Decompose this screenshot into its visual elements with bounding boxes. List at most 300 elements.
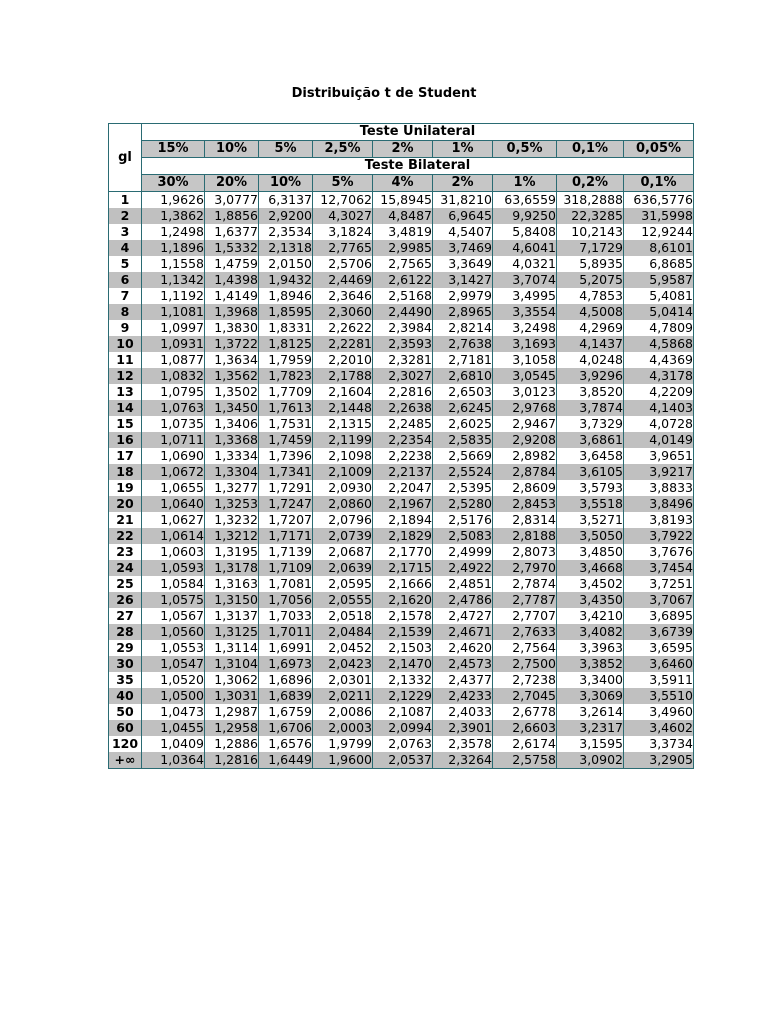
value-cell: 2,3060 bbox=[313, 304, 373, 320]
value-cell: 2,1894 bbox=[373, 512, 433, 528]
value-cell: 1,3253 bbox=[205, 496, 259, 512]
value-cell: 1,1558 bbox=[142, 256, 205, 272]
gl-cell: 24 bbox=[109, 560, 142, 576]
table-row bbox=[109, 592, 694, 608]
gl-cell: 10 bbox=[109, 336, 142, 352]
value-cell: 4,2969 bbox=[557, 320, 624, 336]
gl-cell: 13 bbox=[109, 384, 142, 400]
value-cell: 5,0414 bbox=[624, 304, 694, 320]
value-cell: 2,0211 bbox=[313, 688, 373, 704]
value-cell: 1,0567 bbox=[142, 608, 205, 624]
value-cell: 2,1229 bbox=[373, 688, 433, 704]
value-cell: 2,0639 bbox=[313, 560, 373, 576]
table-row bbox=[109, 416, 694, 432]
value-cell: 2,3534 bbox=[259, 224, 313, 240]
value-cell: 3,5518 bbox=[557, 496, 624, 512]
value-cell: 1,6973 bbox=[259, 656, 313, 672]
value-cell: 1,6377 bbox=[205, 224, 259, 240]
value-cell: 5,8408 bbox=[493, 224, 557, 240]
gl-cell: 23 bbox=[109, 544, 142, 560]
value-cell: 2,7238 bbox=[493, 672, 557, 688]
table-row bbox=[109, 368, 694, 384]
value-cell: 1,0763 bbox=[142, 400, 205, 416]
value-cell: 2,1098 bbox=[313, 448, 373, 464]
value-cell: 1,0640 bbox=[142, 496, 205, 512]
value-cell: 3,6595 bbox=[624, 640, 694, 656]
table-row bbox=[109, 320, 694, 336]
value-cell: 1,7959 bbox=[259, 352, 313, 368]
value-cell: 318,2888 bbox=[557, 192, 624, 209]
value-cell: 2,2047 bbox=[373, 480, 433, 496]
value-cell: 2,4727 bbox=[433, 608, 493, 624]
value-cell: 3,6105 bbox=[557, 464, 624, 480]
value-cell: 1,3406 bbox=[205, 416, 259, 432]
value-cell: 2,0537 bbox=[373, 752, 433, 769]
table-row bbox=[109, 576, 694, 592]
value-cell: 1,7109 bbox=[259, 560, 313, 576]
value-cell: 4,5008 bbox=[557, 304, 624, 320]
table-row bbox=[109, 528, 694, 544]
table-row bbox=[109, 720, 694, 736]
table-row bbox=[109, 336, 694, 352]
value-cell: 6,3137 bbox=[259, 192, 313, 209]
value-cell: 12,7062 bbox=[313, 192, 373, 209]
value-cell: 1,1896 bbox=[142, 240, 205, 256]
bilateral-level-5: 2% bbox=[433, 175, 493, 192]
value-cell: 2,3578 bbox=[433, 736, 493, 752]
value-cell: 2,3027 bbox=[373, 368, 433, 384]
value-cell: 2,4469 bbox=[313, 272, 373, 288]
table-row bbox=[109, 736, 694, 752]
value-cell: 1,7056 bbox=[259, 592, 313, 608]
value-cell: 2,7638 bbox=[433, 336, 493, 352]
value-cell: 1,0455 bbox=[142, 720, 205, 736]
value-cell: 9,9250 bbox=[493, 208, 557, 224]
value-cell: 1,7823 bbox=[259, 368, 313, 384]
value-cell: 2,0484 bbox=[313, 624, 373, 640]
value-cell: 3,1693 bbox=[493, 336, 557, 352]
value-cell: 2,7500 bbox=[493, 656, 557, 672]
value-cell: 3,5050 bbox=[557, 528, 624, 544]
value-cell: 1,3178 bbox=[205, 560, 259, 576]
value-cell: 1,3114 bbox=[205, 640, 259, 656]
value-cell: 1,3163 bbox=[205, 576, 259, 592]
gl-cell: 22 bbox=[109, 528, 142, 544]
unilateral-level-3: 2,5% bbox=[313, 141, 373, 158]
value-cell: 3,2498 bbox=[493, 320, 557, 336]
value-cell: 3,4995 bbox=[493, 288, 557, 304]
value-cell: 1,3368 bbox=[205, 432, 259, 448]
value-cell: 3,6739 bbox=[624, 624, 694, 640]
table-row bbox=[109, 640, 694, 656]
value-cell: 2,4922 bbox=[433, 560, 493, 576]
value-cell: 1,3968 bbox=[205, 304, 259, 320]
table-row bbox=[109, 208, 694, 224]
value-cell: 2,7970 bbox=[493, 560, 557, 576]
gl-cell: 16 bbox=[109, 432, 142, 448]
value-cell: 1,4398 bbox=[205, 272, 259, 288]
value-cell: 4,7853 bbox=[557, 288, 624, 304]
value-cell: 2,0518 bbox=[313, 608, 373, 624]
gl-cell: 21 bbox=[109, 512, 142, 528]
bilateral-level-2: 10% bbox=[259, 175, 313, 192]
value-cell: 2,4671 bbox=[433, 624, 493, 640]
value-cell: 3,6458 bbox=[557, 448, 624, 464]
value-cell: 1,3195 bbox=[205, 544, 259, 560]
table-row bbox=[109, 704, 694, 720]
value-cell: 2,0150 bbox=[259, 256, 313, 272]
table-row bbox=[109, 560, 694, 576]
value-cell: 2,9979 bbox=[433, 288, 493, 304]
value-cell: 1,3862 bbox=[142, 208, 205, 224]
value-cell: 1,0473 bbox=[142, 704, 205, 720]
value-cell: 3,1058 bbox=[493, 352, 557, 368]
value-cell: 1,7247 bbox=[259, 496, 313, 512]
value-cell: 4,3178 bbox=[624, 368, 694, 384]
value-cell: 2,1539 bbox=[373, 624, 433, 640]
value-cell: 1,7396 bbox=[259, 448, 313, 464]
value-cell: 2,2354 bbox=[373, 432, 433, 448]
gl-cell: 12 bbox=[109, 368, 142, 384]
value-cell: 1,3304 bbox=[205, 464, 259, 480]
bilateral-level-7: 0,2% bbox=[557, 175, 624, 192]
value-cell: 2,8784 bbox=[493, 464, 557, 480]
value-cell: 1,1081 bbox=[142, 304, 205, 320]
value-cell: 2,1578 bbox=[373, 608, 433, 624]
bilateral-level-0: 30% bbox=[142, 175, 205, 192]
value-cell: 2,1715 bbox=[373, 560, 433, 576]
table-row bbox=[109, 432, 694, 448]
value-cell: 2,1967 bbox=[373, 496, 433, 512]
value-cell: 1,7459 bbox=[259, 432, 313, 448]
value-cell: 1,7207 bbox=[259, 512, 313, 528]
value-cell: 2,5706 bbox=[313, 256, 373, 272]
value-cell: 2,1666 bbox=[373, 576, 433, 592]
value-cell: 1,6576 bbox=[259, 736, 313, 752]
unilateral-level-2: 5% bbox=[259, 141, 313, 158]
value-cell: 1,6839 bbox=[259, 688, 313, 704]
value-cell: 1,0584 bbox=[142, 576, 205, 592]
table-row bbox=[109, 256, 694, 272]
value-cell: 1,3104 bbox=[205, 656, 259, 672]
value-cell: 1,0997 bbox=[142, 320, 205, 336]
gl-header: gl bbox=[109, 124, 142, 192]
value-cell: 2,1604 bbox=[313, 384, 373, 400]
table-row bbox=[109, 688, 694, 704]
value-cell: 1,3062 bbox=[205, 672, 259, 688]
table-row bbox=[109, 352, 694, 368]
value-cell: 1,0409 bbox=[142, 736, 205, 752]
value-cell: 2,4851 bbox=[433, 576, 493, 592]
value-cell: 3,9651 bbox=[624, 448, 694, 464]
value-cell: 3,9217 bbox=[624, 464, 694, 480]
value-cell: 2,7787 bbox=[493, 592, 557, 608]
value-cell: 1,2816 bbox=[205, 752, 259, 769]
value-cell: 2,6122 bbox=[373, 272, 433, 288]
value-cell: 1,3277 bbox=[205, 480, 259, 496]
table-row bbox=[109, 656, 694, 672]
value-cell: 6,8685 bbox=[624, 256, 694, 272]
value-cell: 4,2209 bbox=[624, 384, 694, 400]
value-cell: 2,3901 bbox=[433, 720, 493, 736]
value-cell: 1,7011 bbox=[259, 624, 313, 640]
value-cell: 1,3562 bbox=[205, 368, 259, 384]
value-cell: 2,4573 bbox=[433, 656, 493, 672]
value-cell: 2,7565 bbox=[373, 256, 433, 272]
value-cell: 1,0931 bbox=[142, 336, 205, 352]
value-cell: 2,5168 bbox=[373, 288, 433, 304]
value-cell: 2,1332 bbox=[373, 672, 433, 688]
value-cell: 2,0687 bbox=[313, 544, 373, 560]
value-cell: 2,3646 bbox=[313, 288, 373, 304]
value-cell: 2,1315 bbox=[313, 416, 373, 432]
value-cell: 2,9208 bbox=[493, 432, 557, 448]
value-cell: 1,5332 bbox=[205, 240, 259, 256]
value-cell: 3,6460 bbox=[624, 656, 694, 672]
gl-cell: 35 bbox=[109, 672, 142, 688]
unilateral-header: Teste Unilateral bbox=[142, 124, 694, 141]
document-title: Distribuição t de Student bbox=[291, 86, 477, 101]
value-cell: 6,9645 bbox=[433, 208, 493, 224]
value-cell: 1,6991 bbox=[259, 640, 313, 656]
value-cell: 1,7341 bbox=[259, 464, 313, 480]
value-cell: 2,1199 bbox=[313, 432, 373, 448]
value-cell: 3,7454 bbox=[624, 560, 694, 576]
value-cell: 3,7469 bbox=[433, 240, 493, 256]
value-cell: 2,1087 bbox=[373, 704, 433, 720]
value-cell: 2,7045 bbox=[493, 688, 557, 704]
unilateral-level-0: 15% bbox=[142, 141, 205, 158]
value-cell: 3,3852 bbox=[557, 656, 624, 672]
gl-cell: 30 bbox=[109, 656, 142, 672]
gl-cell: 17 bbox=[109, 448, 142, 464]
value-cell: 2,6245 bbox=[433, 400, 493, 416]
value-cell: 3,5911 bbox=[624, 672, 694, 688]
gl-cell: 15 bbox=[109, 416, 142, 432]
value-cell: 2,2622 bbox=[313, 320, 373, 336]
value-cell: 2,7633 bbox=[493, 624, 557, 640]
value-cell: 1,1342 bbox=[142, 272, 205, 288]
value-cell: 2,0555 bbox=[313, 592, 373, 608]
table-row bbox=[109, 496, 694, 512]
unilateral-level-4: 2% bbox=[373, 141, 433, 158]
value-cell: 2,1503 bbox=[373, 640, 433, 656]
table-row bbox=[109, 288, 694, 304]
value-cell: 2,8965 bbox=[433, 304, 493, 320]
value-cell: 2,6025 bbox=[433, 416, 493, 432]
gl-cell: 11 bbox=[109, 352, 142, 368]
value-cell: 3,4350 bbox=[557, 592, 624, 608]
value-cell: 2,0994 bbox=[373, 720, 433, 736]
value-cell: 3,8193 bbox=[624, 512, 694, 528]
value-cell: 2,7765 bbox=[313, 240, 373, 256]
value-cell: 4,0149 bbox=[624, 432, 694, 448]
value-cell: 2,0930 bbox=[313, 480, 373, 496]
value-cell: 1,0735 bbox=[142, 416, 205, 432]
value-cell: 3,3400 bbox=[557, 672, 624, 688]
value-cell: 2,3281 bbox=[373, 352, 433, 368]
value-cell: 2,8982 bbox=[493, 448, 557, 464]
gl-cell: 18 bbox=[109, 464, 142, 480]
gl-cell: 19 bbox=[109, 480, 142, 496]
value-cell: 1,8125 bbox=[259, 336, 313, 352]
gl-cell: 40 bbox=[109, 688, 142, 704]
value-cell: 3,8496 bbox=[624, 496, 694, 512]
value-cell: 3,0902 bbox=[557, 752, 624, 769]
bilateral-levels-row bbox=[109, 175, 694, 192]
value-cell: 1,2958 bbox=[205, 720, 259, 736]
bilateral-header: Teste Bilateral bbox=[142, 158, 694, 175]
value-cell: 3,5793 bbox=[557, 480, 624, 496]
value-cell: 3,3734 bbox=[624, 736, 694, 752]
value-cell: 1,3830 bbox=[205, 320, 259, 336]
value-cell: 3,1427 bbox=[433, 272, 493, 288]
value-cell: 3,4502 bbox=[557, 576, 624, 592]
gl-cell: 25 bbox=[109, 576, 142, 592]
gl-cell: 20 bbox=[109, 496, 142, 512]
value-cell: 3,1595 bbox=[557, 736, 624, 752]
value-cell: 2,6174 bbox=[493, 736, 557, 752]
value-cell: 1,0711 bbox=[142, 432, 205, 448]
value-cell: 2,9985 bbox=[373, 240, 433, 256]
value-cell: 1,1192 bbox=[142, 288, 205, 304]
gl-cell: 14 bbox=[109, 400, 142, 416]
table-body bbox=[109, 192, 694, 769]
value-cell: 1,0547 bbox=[142, 656, 205, 672]
value-cell: 3,0777 bbox=[205, 192, 259, 209]
value-cell: 15,8945 bbox=[373, 192, 433, 209]
value-cell: 1,7033 bbox=[259, 608, 313, 624]
value-cell: 1,0520 bbox=[142, 672, 205, 688]
value-cell: 31,5998 bbox=[624, 208, 694, 224]
value-cell: 3,7922 bbox=[624, 528, 694, 544]
value-cell: 2,4233 bbox=[433, 688, 493, 704]
value-cell: 2,5669 bbox=[433, 448, 493, 464]
value-cell: 1,0877 bbox=[142, 352, 205, 368]
value-cell: 3,3069 bbox=[557, 688, 624, 704]
value-cell: 4,5868 bbox=[624, 336, 694, 352]
value-cell: 2,3593 bbox=[373, 336, 433, 352]
table-row bbox=[109, 464, 694, 480]
value-cell: 10,2143 bbox=[557, 224, 624, 240]
value-cell: 4,7809 bbox=[624, 320, 694, 336]
value-cell: 2,9200 bbox=[259, 208, 313, 224]
value-cell: 3,5271 bbox=[557, 512, 624, 528]
value-cell: 1,3722 bbox=[205, 336, 259, 352]
value-cell: 5,9587 bbox=[624, 272, 694, 288]
value-cell: 2,8314 bbox=[493, 512, 557, 528]
value-cell: 4,8487 bbox=[373, 208, 433, 224]
value-cell: 2,4033 bbox=[433, 704, 493, 720]
value-cell: 1,0655 bbox=[142, 480, 205, 496]
gl-cell: 28 bbox=[109, 624, 142, 640]
gl-cell: 4 bbox=[109, 240, 142, 256]
value-cell: 1,8331 bbox=[259, 320, 313, 336]
value-cell: 1,3031 bbox=[205, 688, 259, 704]
value-cell: 2,4620 bbox=[433, 640, 493, 656]
value-cell: 1,7081 bbox=[259, 576, 313, 592]
value-cell: 2,8188 bbox=[493, 528, 557, 544]
value-cell: 63,6559 bbox=[493, 192, 557, 209]
value-cell: 1,9432 bbox=[259, 272, 313, 288]
value-cell: 2,2238 bbox=[373, 448, 433, 464]
value-cell: 4,4369 bbox=[624, 352, 694, 368]
value-cell: 1,0672 bbox=[142, 464, 205, 480]
value-cell: 1,0603 bbox=[142, 544, 205, 560]
value-cell: 1,0832 bbox=[142, 368, 205, 384]
value-cell: 4,0321 bbox=[493, 256, 557, 272]
value-cell: 2,7181 bbox=[433, 352, 493, 368]
value-cell: 1,0500 bbox=[142, 688, 205, 704]
table-row bbox=[109, 608, 694, 624]
value-cell: 2,1829 bbox=[373, 528, 433, 544]
value-cell: 2,0452 bbox=[313, 640, 373, 656]
value-cell: 1,3125 bbox=[205, 624, 259, 640]
value-cell: 2,1448 bbox=[313, 400, 373, 416]
value-cell: 3,4819 bbox=[373, 224, 433, 240]
unilateral-level-5: 1% bbox=[433, 141, 493, 158]
value-cell: 8,6101 bbox=[624, 240, 694, 256]
value-cell: 3,2317 bbox=[557, 720, 624, 736]
value-cell: 2,8073 bbox=[493, 544, 557, 560]
gl-cell: 3 bbox=[109, 224, 142, 240]
value-cell: 1,3334 bbox=[205, 448, 259, 464]
value-cell: 31,8210 bbox=[433, 192, 493, 209]
value-cell: 2,2281 bbox=[313, 336, 373, 352]
value-cell: 2,1318 bbox=[259, 240, 313, 256]
value-cell: 2,4999 bbox=[433, 544, 493, 560]
value-cell: 3,2614 bbox=[557, 704, 624, 720]
table-row bbox=[109, 512, 694, 528]
value-cell: 2,3984 bbox=[373, 320, 433, 336]
value-cell: 2,2485 bbox=[373, 416, 433, 432]
gl-cell: 6 bbox=[109, 272, 142, 288]
value-cell: 1,3450 bbox=[205, 400, 259, 416]
value-cell: 2,0763 bbox=[373, 736, 433, 752]
value-cell: 2,8453 bbox=[493, 496, 557, 512]
value-cell: 3,3649 bbox=[433, 256, 493, 272]
table-row bbox=[109, 624, 694, 640]
value-cell: 3,4602 bbox=[624, 720, 694, 736]
value-cell: 1,4759 bbox=[205, 256, 259, 272]
table-row bbox=[109, 672, 694, 688]
value-cell: 1,3212 bbox=[205, 528, 259, 544]
value-cell: 2,4786 bbox=[433, 592, 493, 608]
value-cell: 1,0593 bbox=[142, 560, 205, 576]
value-cell: 3,4668 bbox=[557, 560, 624, 576]
value-cell: 2,8609 bbox=[493, 480, 557, 496]
value-cell: 1,9799 bbox=[313, 736, 373, 752]
value-cell: 1,0690 bbox=[142, 448, 205, 464]
value-cell: 3,0545 bbox=[493, 368, 557, 384]
bilateral-level-8: 0,1% bbox=[624, 175, 694, 192]
value-cell: 3,5510 bbox=[624, 688, 694, 704]
value-cell: 1,7613 bbox=[259, 400, 313, 416]
value-cell: 3,7067 bbox=[624, 592, 694, 608]
value-cell: 2,7874 bbox=[493, 576, 557, 592]
value-cell: 1,2886 bbox=[205, 736, 259, 752]
bilateral-level-4: 4% bbox=[373, 175, 433, 192]
value-cell: 2,5758 bbox=[493, 752, 557, 769]
value-cell: 1,9626 bbox=[142, 192, 205, 209]
value-cell: 1,0553 bbox=[142, 640, 205, 656]
value-cell: 3,4850 bbox=[557, 544, 624, 560]
value-cell: 2,1470 bbox=[373, 656, 433, 672]
value-cell: 5,2075 bbox=[557, 272, 624, 288]
value-cell: 3,7676 bbox=[624, 544, 694, 560]
table-row bbox=[109, 752, 694, 769]
value-cell: 3,7074 bbox=[493, 272, 557, 288]
